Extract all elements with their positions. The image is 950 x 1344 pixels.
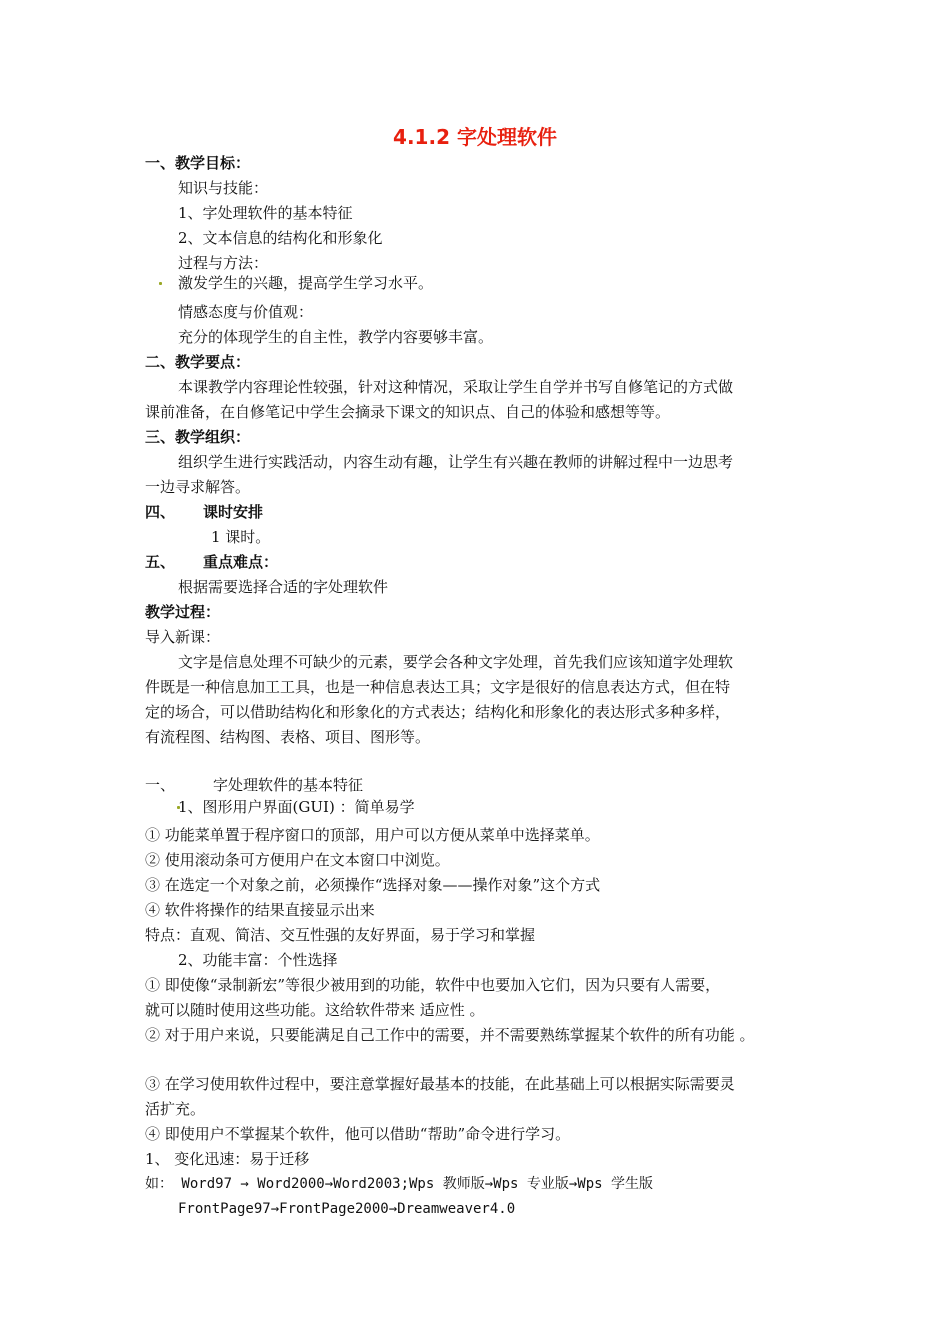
intro-line-2: 件既是一种信息加工工具，也是一种信息表达工具；文字是很好的信息表达方式，但在特: [145, 678, 731, 696]
knowledge-item-1: 1、字处理软件的基本特征: [178, 204, 353, 222]
section-4-number: 四、: [145, 503, 176, 521]
gui-item-3: ③ 在选定一个对象之前，必须操作“选择对象——操作对象”这个方式: [145, 876, 601, 894]
section-3-heading: 三、教学组织：: [145, 428, 251, 446]
emotion-item-1: 充分的体现学生的自主性，教学内容要够丰富。: [178, 328, 494, 346]
change-example-2: FrontPage97→FrontPage2000→Dreamweaver4.0: [178, 1201, 516, 1217]
gui-heading: 1、图形用户界面(GUI) ：简单易学: [178, 798, 415, 816]
intro-label: 导入新课：: [145, 628, 221, 646]
change-heading: 1、 变化迅速：易于迁移: [145, 1150, 310, 1168]
gui-item-1: ① 功能菜单置于程序窗口的顶部，用户可以方便从菜单中选择菜单。: [145, 826, 600, 844]
section-5-heading: 重点难点：: [203, 553, 279, 571]
rich-heading: 2、功能丰富：个性选择: [178, 951, 338, 969]
section-5-line-1: 根据需要选择合适的字处理软件: [178, 578, 389, 596]
section-2-heading: 二、教学要点：: [145, 353, 251, 371]
page-title: 4.1.2 字处理软件: [393, 125, 557, 149]
knowledge-label: 知识与技能：: [178, 179, 269, 197]
emotion-label: 情感态度与价值观：: [178, 303, 314, 321]
gui-summary: 特点：直观、简洁、交互性强的友好界面，易于学习和掌握: [145, 926, 536, 944]
section-5-number: 五、: [145, 553, 176, 571]
process-heading: 教学过程：: [145, 603, 221, 621]
rich-item-2: ② 对于用户来说，只要能满足自己工作中的需要，并不需要熟练掌握某个软件的所有功能 。: [145, 1026, 755, 1044]
features-heading: 字处理软件的基本特征: [213, 776, 364, 794]
section-4-heading: 课时安排: [203, 503, 264, 521]
change-example-1: 如： Word97 → Word2000→Word2003;Wps 教师版→Wps 专业版→Wps 学生版: [145, 1176, 654, 1192]
rich-item-1: ① 即使像“录制新宏”等很少被用到的功能，软件中也要加入它们，因为只要有人需要，: [145, 976, 721, 994]
intro-line-4: 有流程图、结构图、表格、项目、图形等。: [145, 728, 431, 746]
knowledge-item-2: 2、文本信息的结构化和形象化: [178, 229, 383, 247]
gui-item-2: ② 使用滚动条可方便用户在文本窗口中浏览。: [145, 851, 450, 869]
section-2-line-1: 本课教学内容理论性较强，针对这种情况，采取让学生自学并书写自修笔记的方式做: [178, 378, 734, 396]
rich-item-3: ③ 在学习使用软件过程中，要注意掌握好最基本的技能，在此基础上可以根据实际需要灵: [145, 1075, 735, 1093]
rich-item-1-cont: 就可以随时使用这些功能。这给软件带来 适应性 。: [145, 1001, 485, 1019]
process-item-1: 激发学生的兴趣，提高学生学习水平。: [178, 274, 434, 292]
rich-item-4: ④ 即使用户不掌握某个软件，他可以借助“帮助”命令进行学习。: [145, 1125, 571, 1143]
section-3-line-2: 一边寻求解答。: [145, 478, 251, 496]
section-1-heading: 一、教学目标：: [145, 154, 251, 172]
section-2-line-2: 课前准备，在自修笔记中学生会摘录下课文的知识点、自己的体验和感想等等。: [145, 403, 671, 421]
process-label: 过程与方法：: [178, 254, 269, 272]
section-4-line-1: 1 课时。: [211, 528, 271, 546]
intro-line-1: 文字是信息处理不可缺少的元素，要学会各种文字处理，首先我们应该知道字处理软: [178, 653, 734, 671]
gui-item-4: ④ 软件将操作的结果直接显示出来: [145, 901, 375, 919]
intro-line-3: 定的场合，可以借助结构化和形象化的方式表达；结构化和形象化的表达形式多种多样，: [145, 703, 731, 721]
stray-dot-mark: [159, 282, 162, 285]
section-3-line-1: 组织学生进行实践活动，内容生动有趣，让学生有兴趣在教师的讲解过程中一边思考: [178, 453, 734, 471]
rich-item-3-cont: 活扩充。: [145, 1100, 206, 1118]
features-number: 一、: [145, 776, 176, 794]
